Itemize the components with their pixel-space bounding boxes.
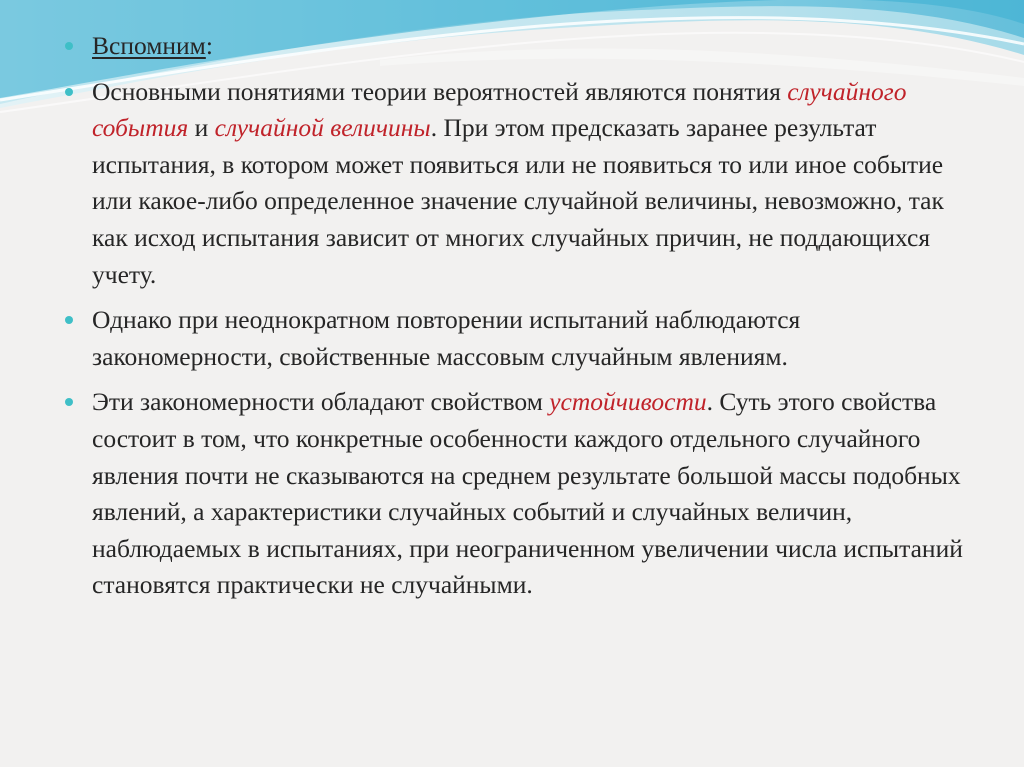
bullet-item-basic-concepts (62, 74, 982, 294)
text-run: . Суть этого свойства состоит в том, что конкретные особенности каждого отдельного случайного явления почти не сказываются на среднем результате большой массы подобных явлений, а характеристики случайных событий и случайных величин, наблюдаемых в испытаниях, при неограниченном увеличении числа испытаний становятся практически не случайными. (92, 387, 963, 600)
bullet-dot (65, 316, 73, 324)
emphasis-random-event: случайного события (92, 76, 907, 143)
bullet-item-recall (62, 28, 982, 65)
bullet-dot (65, 398, 73, 406)
bullet-dot (65, 88, 73, 96)
bullet-item-regularities (62, 302, 982, 375)
text-run: . При этом предсказать заранее результат испытания, в котором может появиться или не появиться то или иное событие или какое-либо определенное значение случайной величины, невозможно, так как исход испытания зависит от многих случайных причин, не поддающихся учету. (92, 113, 944, 289)
emphasis-stability: устойчивости (549, 387, 707, 417)
slide-body (62, 28, 982, 613)
text-run: Основными понятиями теории вероятностей являются понятия (92, 76, 788, 106)
text-run: и (188, 113, 215, 143)
bullet-item-stability (62, 384, 982, 604)
text-run: Однако при неоднократном повторении испытаний наблюдаются закономерности, свойственные массовым случайным явлениям. (92, 305, 801, 371)
text-run: Эти закономерности обладают свойством (92, 387, 550, 417)
recall-colon: : (205, 31, 213, 60)
bullet-dot (65, 42, 73, 50)
emphasis-random-variable: случайной величины (214, 113, 431, 143)
recall-heading: Вспомним (92, 31, 206, 60)
